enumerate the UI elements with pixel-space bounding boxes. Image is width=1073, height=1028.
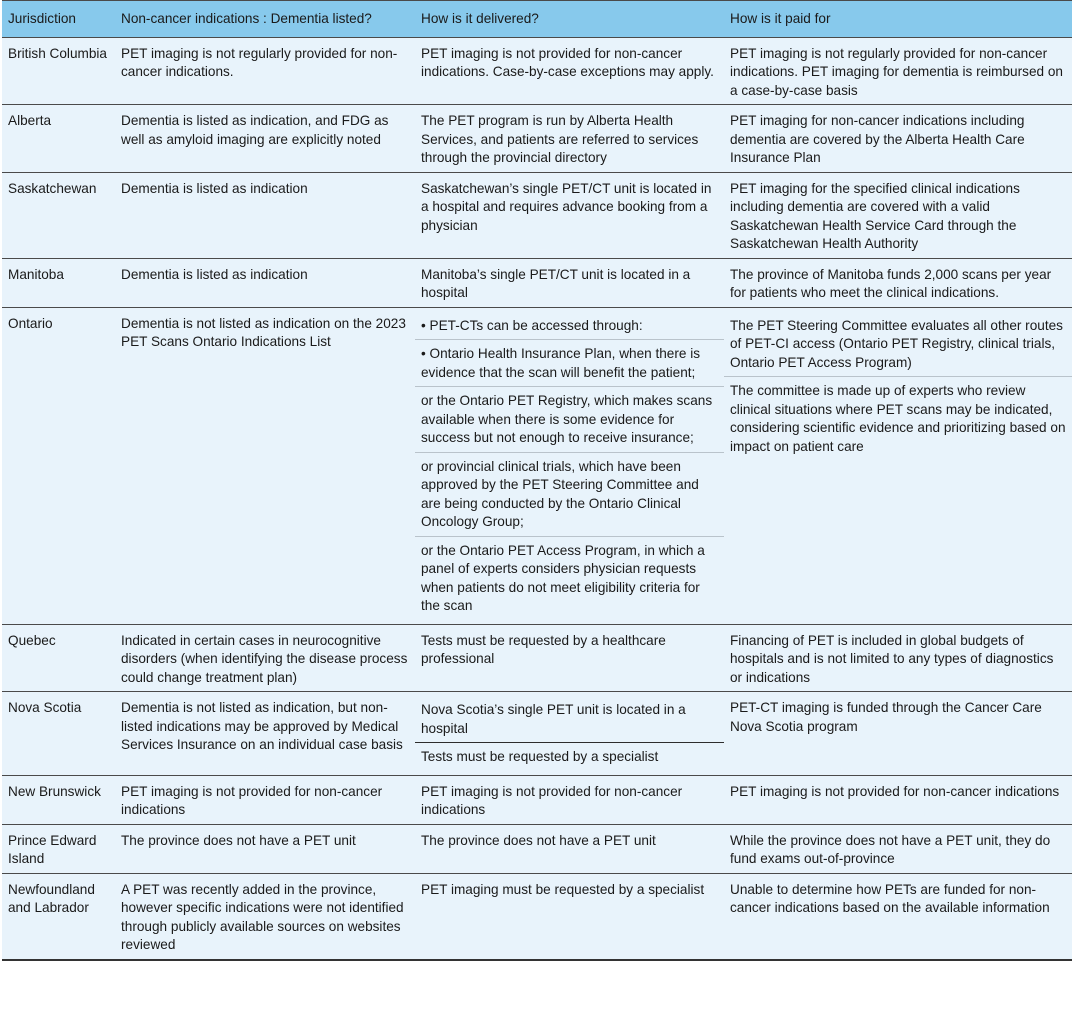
delivered-cell — [415, 692, 724, 776]
delivered-line: or provincial clinical trials, which have been approved by the PET Steering Committee and are being conducted by the Ontario Clinical Oncology Group; — [415, 452, 724, 536]
paid-cell: Unable to determine how PETs are funded for non-cancer indications based on the available information — [724, 873, 1072, 960]
delivered-stack — [415, 315, 724, 620]
delivered-stack — [415, 699, 724, 771]
paid-cell: PET imaging is not provided for non-cancer indications — [724, 775, 1072, 824]
indications-cell: PET imaging is not provided for non-cancer indications — [115, 775, 415, 824]
indications-cell: Dementia is not listed as indication, but non-listed indications may be approved by Medical Services Insurance on an individual case basis — [115, 692, 415, 776]
header-jurisdiction: Jurisdiction — [2, 1, 115, 38]
delivered-cell: PET imaging must be requested by a specialist — [415, 873, 724, 960]
paid-cell: While the province does not have a PET unit, they do fund exams out-of-province — [724, 824, 1072, 873]
delivered-cell: PET imaging is not provided for non-cancer indications — [415, 775, 724, 824]
paid-stack — [724, 315, 1072, 461]
table-row — [2, 105, 1072, 173]
table-row — [2, 172, 1072, 258]
delivered-line: Tests must be requested by a specialist — [415, 742, 724, 771]
indications-cell: Dementia is not listed as indication on the 2023 PET Scans Ontario Indications List — [115, 307, 415, 624]
delivered-cell: The PET program is run by Alberta Health Services, and patients are referred to services through the provincial directory — [415, 105, 724, 173]
paid-cell: PET imaging is not regularly provided for non-cancer indications. PET imaging for dementia is reimbursed on a case-by-case basis — [724, 37, 1072, 105]
delivered-line: Nova Scotia’s single PET unit is located in a hospital — [421, 702, 686, 736]
paid-cell: PET-CT imaging is funded through the Cancer Care Nova Scotia program — [724, 692, 1072, 776]
header-delivered: How is it delivered? — [415, 1, 724, 38]
header-paid: How is it paid for — [724, 1, 1072, 38]
paid-line: The committee is made up of experts who review clinical situations where PET scans may be indicated, considering scientific evidence and prioritizing based on impact on patient care — [724, 376, 1072, 460]
pet-coverage-table — [2, 0, 1072, 961]
jurisdiction-cell: Newfoundland and Labrador — [2, 873, 115, 960]
table-row — [2, 775, 1072, 824]
jurisdiction-cell: Prince Edward Island — [2, 824, 115, 873]
paid-cell: The province of Manitoba funds 2,000 scans per year for patients who meet the clinical indications. — [724, 258, 1072, 307]
delivered-line: or the Ontario PET Access Program, in which a panel of experts considers physician requests when patients do not meet eligibility criteria for the scan — [415, 536, 724, 620]
indications-cell: The province does not have a PET unit — [115, 824, 415, 873]
indications-cell: Dementia is listed as indication — [115, 258, 415, 307]
indications-cell: Indicated in certain cases in neurocognitive disorders (when identifying the disease process could change treatment plan) — [115, 624, 415, 692]
table-row — [2, 258, 1072, 307]
delivered-line: • Ontario Health Insurance Plan, when there is evidence that the scan will benefit the patient; — [415, 339, 724, 386]
jurisdiction-cell: Saskatchewan — [2, 172, 115, 258]
delivered-line: • PET-CTs can be accessed through: — [421, 317, 643, 333]
indications-cell: Dementia is listed as indication — [115, 172, 415, 258]
table-body — [2, 37, 1072, 960]
delivered-cell: Tests must be requested by a healthcare professional — [415, 624, 724, 692]
paid-cell: PET imaging for the specified clinical indications including dementia are covered with a valid Saskatchewan Health Service Card through the Saskatchewan Health Authority — [724, 172, 1072, 258]
delivered-cell: PET imaging is not provided for non-cancer indications. Case-by-case exceptions may apply. — [415, 37, 724, 105]
delivered-cell: Manitoba’s single PET/CT unit is located in a hospital — [415, 258, 724, 307]
header-indications: Non-cancer indications : Dementia listed? — [115, 1, 415, 38]
table-row — [2, 692, 1072, 776]
paid-cell: PET imaging for non-cancer indications including dementia are covered by the Alberta Health Care Insurance Plan — [724, 105, 1072, 173]
table-row — [2, 37, 1072, 105]
delivered-cell: The province does not have a PET unit — [415, 824, 724, 873]
jurisdiction-cell: Quebec — [2, 624, 115, 692]
paid-cell — [724, 307, 1072, 624]
jurisdiction-cell: Manitoba — [2, 258, 115, 307]
delivered-line: or the Ontario PET Registry, which makes scans available when there is some evidence for success but not enough to receive insurance; — [415, 386, 724, 452]
table-row — [2, 873, 1072, 960]
jurisdiction-cell: Nova Scotia — [2, 692, 115, 776]
jurisdiction-cell: New Brunswick — [2, 775, 115, 824]
paid-cell: Financing of PET is included in global budgets of hospitals and is not limited to any types of diagnostics or indications — [724, 624, 1072, 692]
table-row — [2, 824, 1072, 873]
table-row — [2, 624, 1072, 692]
table-header — [2, 1, 1072, 38]
delivered-cell: Saskatchewan’s single PET/CT unit is located in a hospital and requires advance booking from a physician — [415, 172, 724, 258]
jurisdiction-cell: Ontario — [2, 307, 115, 624]
paid-line: The PET Steering Committee evaluates all other routes of PET-CI access (Ontario PET Registry, clinical trials, Ontario PET Access Program) — [730, 317, 1063, 370]
indications-cell: PET imaging is not regularly provided for non-cancer indications. — [115, 37, 415, 105]
header-row — [2, 1, 1072, 38]
delivered-cell — [415, 307, 724, 624]
jurisdiction-cell: British Columbia — [2, 37, 115, 105]
jurisdiction-cell: Alberta — [2, 105, 115, 173]
table-row — [2, 307, 1072, 624]
indications-cell: Dementia is listed as indication, and FDG as well as amyloid imaging are explicitly noted — [115, 105, 415, 173]
indications-cell: A PET was recently added in the province, however specific indications were not identified through publicly available sources on websites reviewed — [115, 873, 415, 960]
